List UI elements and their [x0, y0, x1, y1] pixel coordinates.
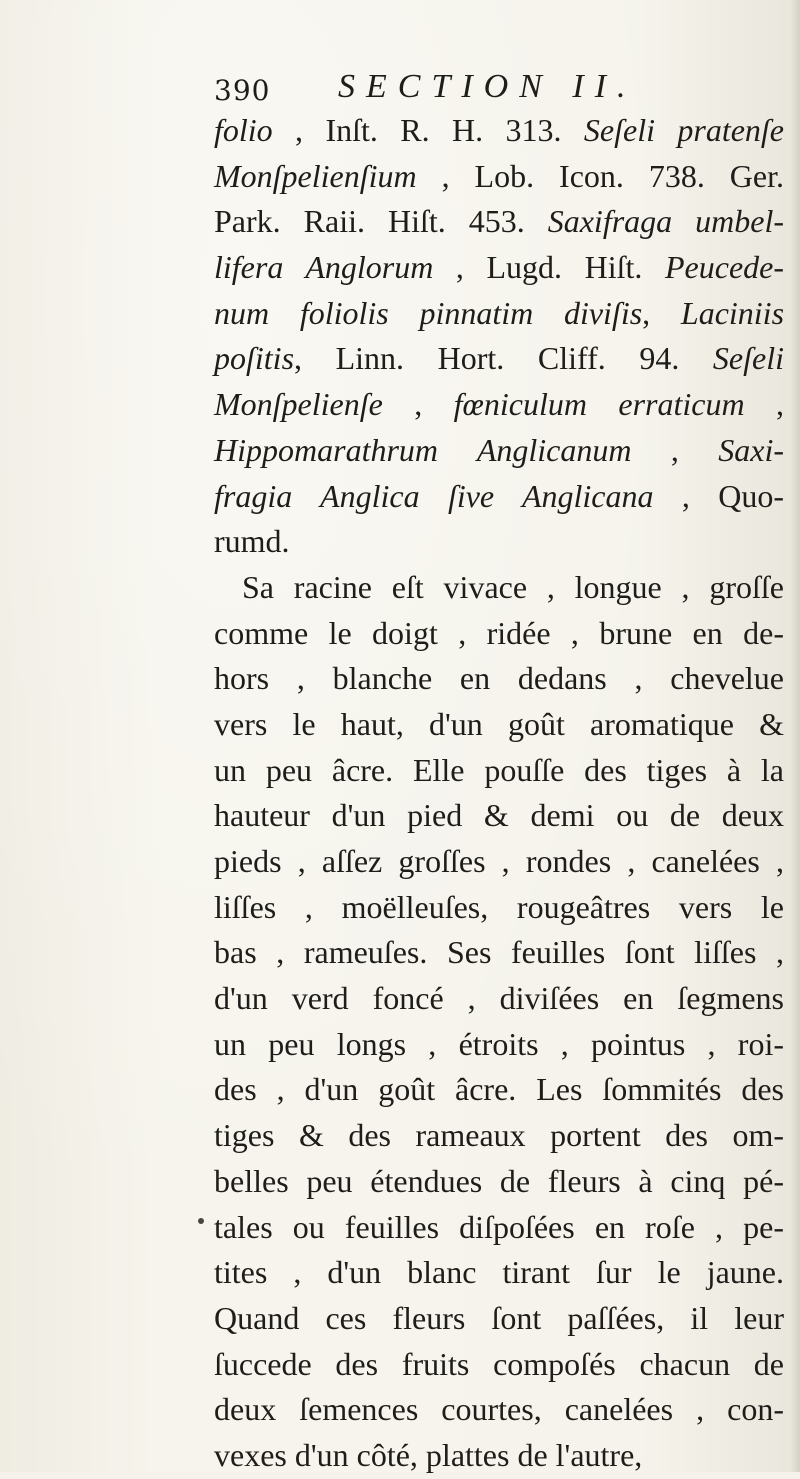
text-segment: ,: [744, 386, 785, 423]
ink-dot: [198, 1218, 204, 1224]
text-segment: vers le haut, d'un goût aromatique &: [214, 705, 784, 742]
text-line: [214, 930, 784, 976]
text-segment: des , d'un goût âcre. Les ſommités des: [214, 1071, 784, 1108]
italic-text-segment: Saxifraga umbel-: [547, 203, 785, 240]
text-segment: un peu âcre. Elle pouſſe des tiges à la: [214, 751, 784, 788]
text-segment: tales ou feuilles diſpoſées en roſe , pe-: [214, 1208, 784, 1245]
text-segment: liſſes , moëlleuſes, rougeâtres vers le: [214, 888, 784, 925]
text-line: [214, 1205, 784, 1251]
italic-text-segment: poſitis: [214, 340, 295, 377]
text-line: [214, 108, 784, 154]
body-text: [214, 108, 784, 1479]
text-line: [214, 1342, 784, 1388]
text-segment: , Linn. Hort. Cliff. 94.: [294, 340, 713, 377]
text-line: [214, 428, 784, 474]
italic-text-segment: fragia Anglica ſive Anglicana: [214, 477, 654, 514]
text-segment: hauteur d'un pied & demi ou de deux: [214, 797, 784, 834]
italic-text-segment: Monſpelienſe: [214, 386, 383, 423]
page-edge-shadow: [790, 0, 800, 1472]
text-segment: tiges & des rameaux portent des om-: [214, 1117, 784, 1154]
text-segment: Quand ces fleurs ſont paſſées, il leur: [214, 1299, 784, 1336]
section-title: SECTION II.: [338, 68, 637, 105]
text-line: [214, 1113, 784, 1159]
text-line: [214, 1159, 784, 1205]
text-segment: un peu longs , étroits , pointus , roi-: [214, 1025, 784, 1062]
text-line: [214, 748, 784, 794]
text-segment: , Inſt. R. H. 313.: [272, 112, 584, 148]
text-line: [214, 474, 784, 520]
italic-text-segment: lifera Anglorum: [214, 249, 434, 286]
text-segment: Park. Raii. Hiſt. 453.: [214, 203, 548, 240]
text-line: [214, 793, 784, 839]
text-segment: belles peu étendues de fleurs à cinq pé-: [214, 1162, 784, 1199]
text-segment: ,: [642, 294, 681, 331]
text-segment: deux ſemences courtes, canelées , con-: [214, 1391, 784, 1428]
text-line: [214, 519, 784, 565]
page-number: 390: [214, 74, 271, 107]
text-line: [214, 565, 784, 611]
text-line: [214, 885, 784, 931]
text-segment: tites , d'un blanc tirant ſur le jaune.: [214, 1254, 784, 1291]
text-segment: hors , blanche en dedans , chevelue: [214, 660, 784, 697]
italic-text-segment: fœniculum erraticum: [453, 386, 745, 423]
italic-text-segment: Monſpelienſium: [214, 157, 417, 194]
text-line: [214, 1387, 784, 1433]
text-segment: , Quo-: [653, 477, 785, 514]
running-head: [214, 68, 774, 112]
text-line: [214, 1067, 784, 1113]
text-segment: rumd.: [214, 523, 290, 560]
italic-text-segment: num foliolis pinnatim diviſis: [214, 294, 643, 331]
text-line: [214, 1296, 784, 1342]
text-line: [214, 1022, 784, 1068]
text-segment: d'un verd foncé , diviſées en ſegmens: [214, 980, 784, 1017]
italic-text-segment: Laciniis: [680, 294, 785, 331]
text-segment: ſuccede des fruits compoſés chacun de: [214, 1345, 784, 1382]
text-line: [214, 336, 784, 382]
text-segment: pieds , aſſez groſſes , rondes , canelées ,: [214, 843, 784, 879]
italic-text-segment: Hippomarathrum Anglicanum: [214, 431, 632, 468]
italic-text-segment: Seſeli: [712, 340, 784, 377]
italic-text-segment: Saxi-: [718, 431, 784, 468]
text-line: [214, 1250, 784, 1296]
text-segment: bas , rameuſes. Ses feuilles ſont liſſes ,: [214, 934, 784, 971]
text-line: [214, 291, 784, 337]
text-line: [214, 382, 784, 428]
text-line: [214, 245, 784, 291]
text-segment: ,: [382, 386, 454, 423]
text-line: [214, 154, 784, 200]
text-segment: vexes d'un côté, plattes de l'autre,: [214, 1436, 643, 1473]
text-line: [214, 839, 784, 885]
italic-text-segment: folio: [214, 112, 273, 148]
text-segment: , Lugd. Hiſt.: [433, 249, 665, 286]
text-segment: , Lob. Icon. 738. Ger.: [416, 157, 784, 194]
text-line: [214, 611, 784, 657]
text-line: [214, 976, 784, 1022]
text-segment: ,: [631, 431, 719, 468]
text-line: [214, 656, 784, 702]
text-segment: comme le doigt , ridée , brune en de-: [214, 614, 784, 651]
italic-text-segment: Seſeli pratenſe: [583, 112, 785, 148]
text-line: [214, 199, 784, 245]
italic-text-segment: Peucede-: [665, 249, 785, 286]
text-segment: Sa racine eſt vivace , longue , groſſe: [242, 568, 784, 605]
text-line: [214, 702, 784, 748]
